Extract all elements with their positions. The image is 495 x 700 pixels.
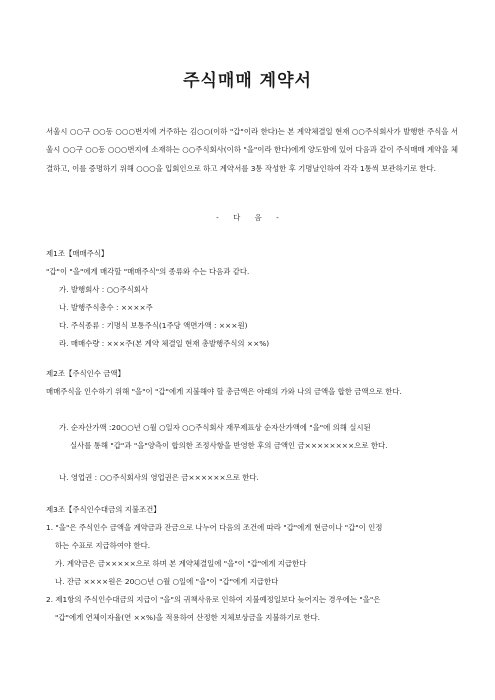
article3-heading: 제3조【주식인수대금의 지불조건】 xyxy=(46,505,161,514)
article2-item-a-line2: 실사를 통해 "갑"과 "을"양측이 합의한 조정사항을 반영한 후의 금액인 금××××××××으로 한다. xyxy=(70,441,388,450)
article1-item: 다. 주식종류 : 기명식 보통주식(1주당 액면가액 : ×××원) xyxy=(59,321,248,330)
article3-clause2-line2: "갑"에게 연체이자율(연 ××%)을 적용하여 산정한 지체보상금을 지불하기로 한다. xyxy=(55,613,320,622)
separator-heading: - 다 음 - xyxy=(216,213,279,222)
article3-clause1-line1: 1. "을"은 주식인수 금액을 계약금과 잔금으로 나누어 다음의 조건에 따라 "갑"에게 현금이나 "갑"이 인정 xyxy=(46,523,383,532)
document-title: 주식매매 계약서 xyxy=(183,71,312,91)
article2-body: 매매주식을 인수하기 위해 "을"이 "갑"에게 지불해야 할 총금액은 아래의 가와 나의 금액을 합한 금액으로 한다. xyxy=(46,387,402,396)
article1-item: 가. 발행회사 : ○○주식회사 xyxy=(59,285,149,294)
article1-item: 나. 발행주식총수 : ××××주 xyxy=(59,303,153,312)
article3-clause1-item-b: 나. 잔금 ××××원은 20○○년 ○월 ○일에 "을"이 "갑"에게 지급한다 xyxy=(55,577,279,586)
article3-clause1-line2: 하는 수표로 지급하여야 한다. xyxy=(55,541,151,550)
article1-heading: 제1조【매매주식】 xyxy=(46,249,109,258)
article3-clause2-line1: 2. 제1항의 주식인수대금의 지급이 "을"의 귀책사유로 인하여 지불예정일보다 늦어지는 경우에는 "을"은 xyxy=(46,595,381,604)
article1-body: "갑"이 "을"에게 매각할 "매매주식"의 종류와 수는 다음과 같다. xyxy=(46,267,250,276)
article2-item-a-line1: 가. 순자산가액 :20○○년 ○월 ○일자 ○○주식회사 재무제표상 순자산가액에 "을"에 의해 실시된 xyxy=(59,423,371,432)
intro-paragraph: 서울시 ○○구 ○○동 ○○○번지에 거주하는 김○○(이하 "갑"이라 한다)는 본 계약체결일 현재 ○○주식회사가 발행한 주식을 서울시 ○○구 ○○동 ○○○번지에 소재하는 ○○주식회사(이하 "을"이라 한다)에게 양도함에 있어 다음과 같이 주식매매 계약을 체결하고, 이를 증명하기 위해 ○○○을 입회인으로 하고 계약서를 3통 작성한 후 기명날인하여 각각 1통씩 보관하기로 한다. xyxy=(46,127,458,173)
article1-item: 라. 매매수량 : ×××주(본 계약 체결일 현재 총발행주식의 ××%) xyxy=(59,339,270,348)
article2-item-b: 나. 영업권 : ○○주식회사의 영업권은 금××××××으로 한다. xyxy=(59,473,259,482)
article2-heading: 제2조【주식인수 금액】 xyxy=(46,369,125,378)
article3-clause1-item-a: 가. 계약금은 금×××××으로 하며 본 계약체결일에 "을"이 "갑"에게 지급한다 xyxy=(55,559,307,568)
